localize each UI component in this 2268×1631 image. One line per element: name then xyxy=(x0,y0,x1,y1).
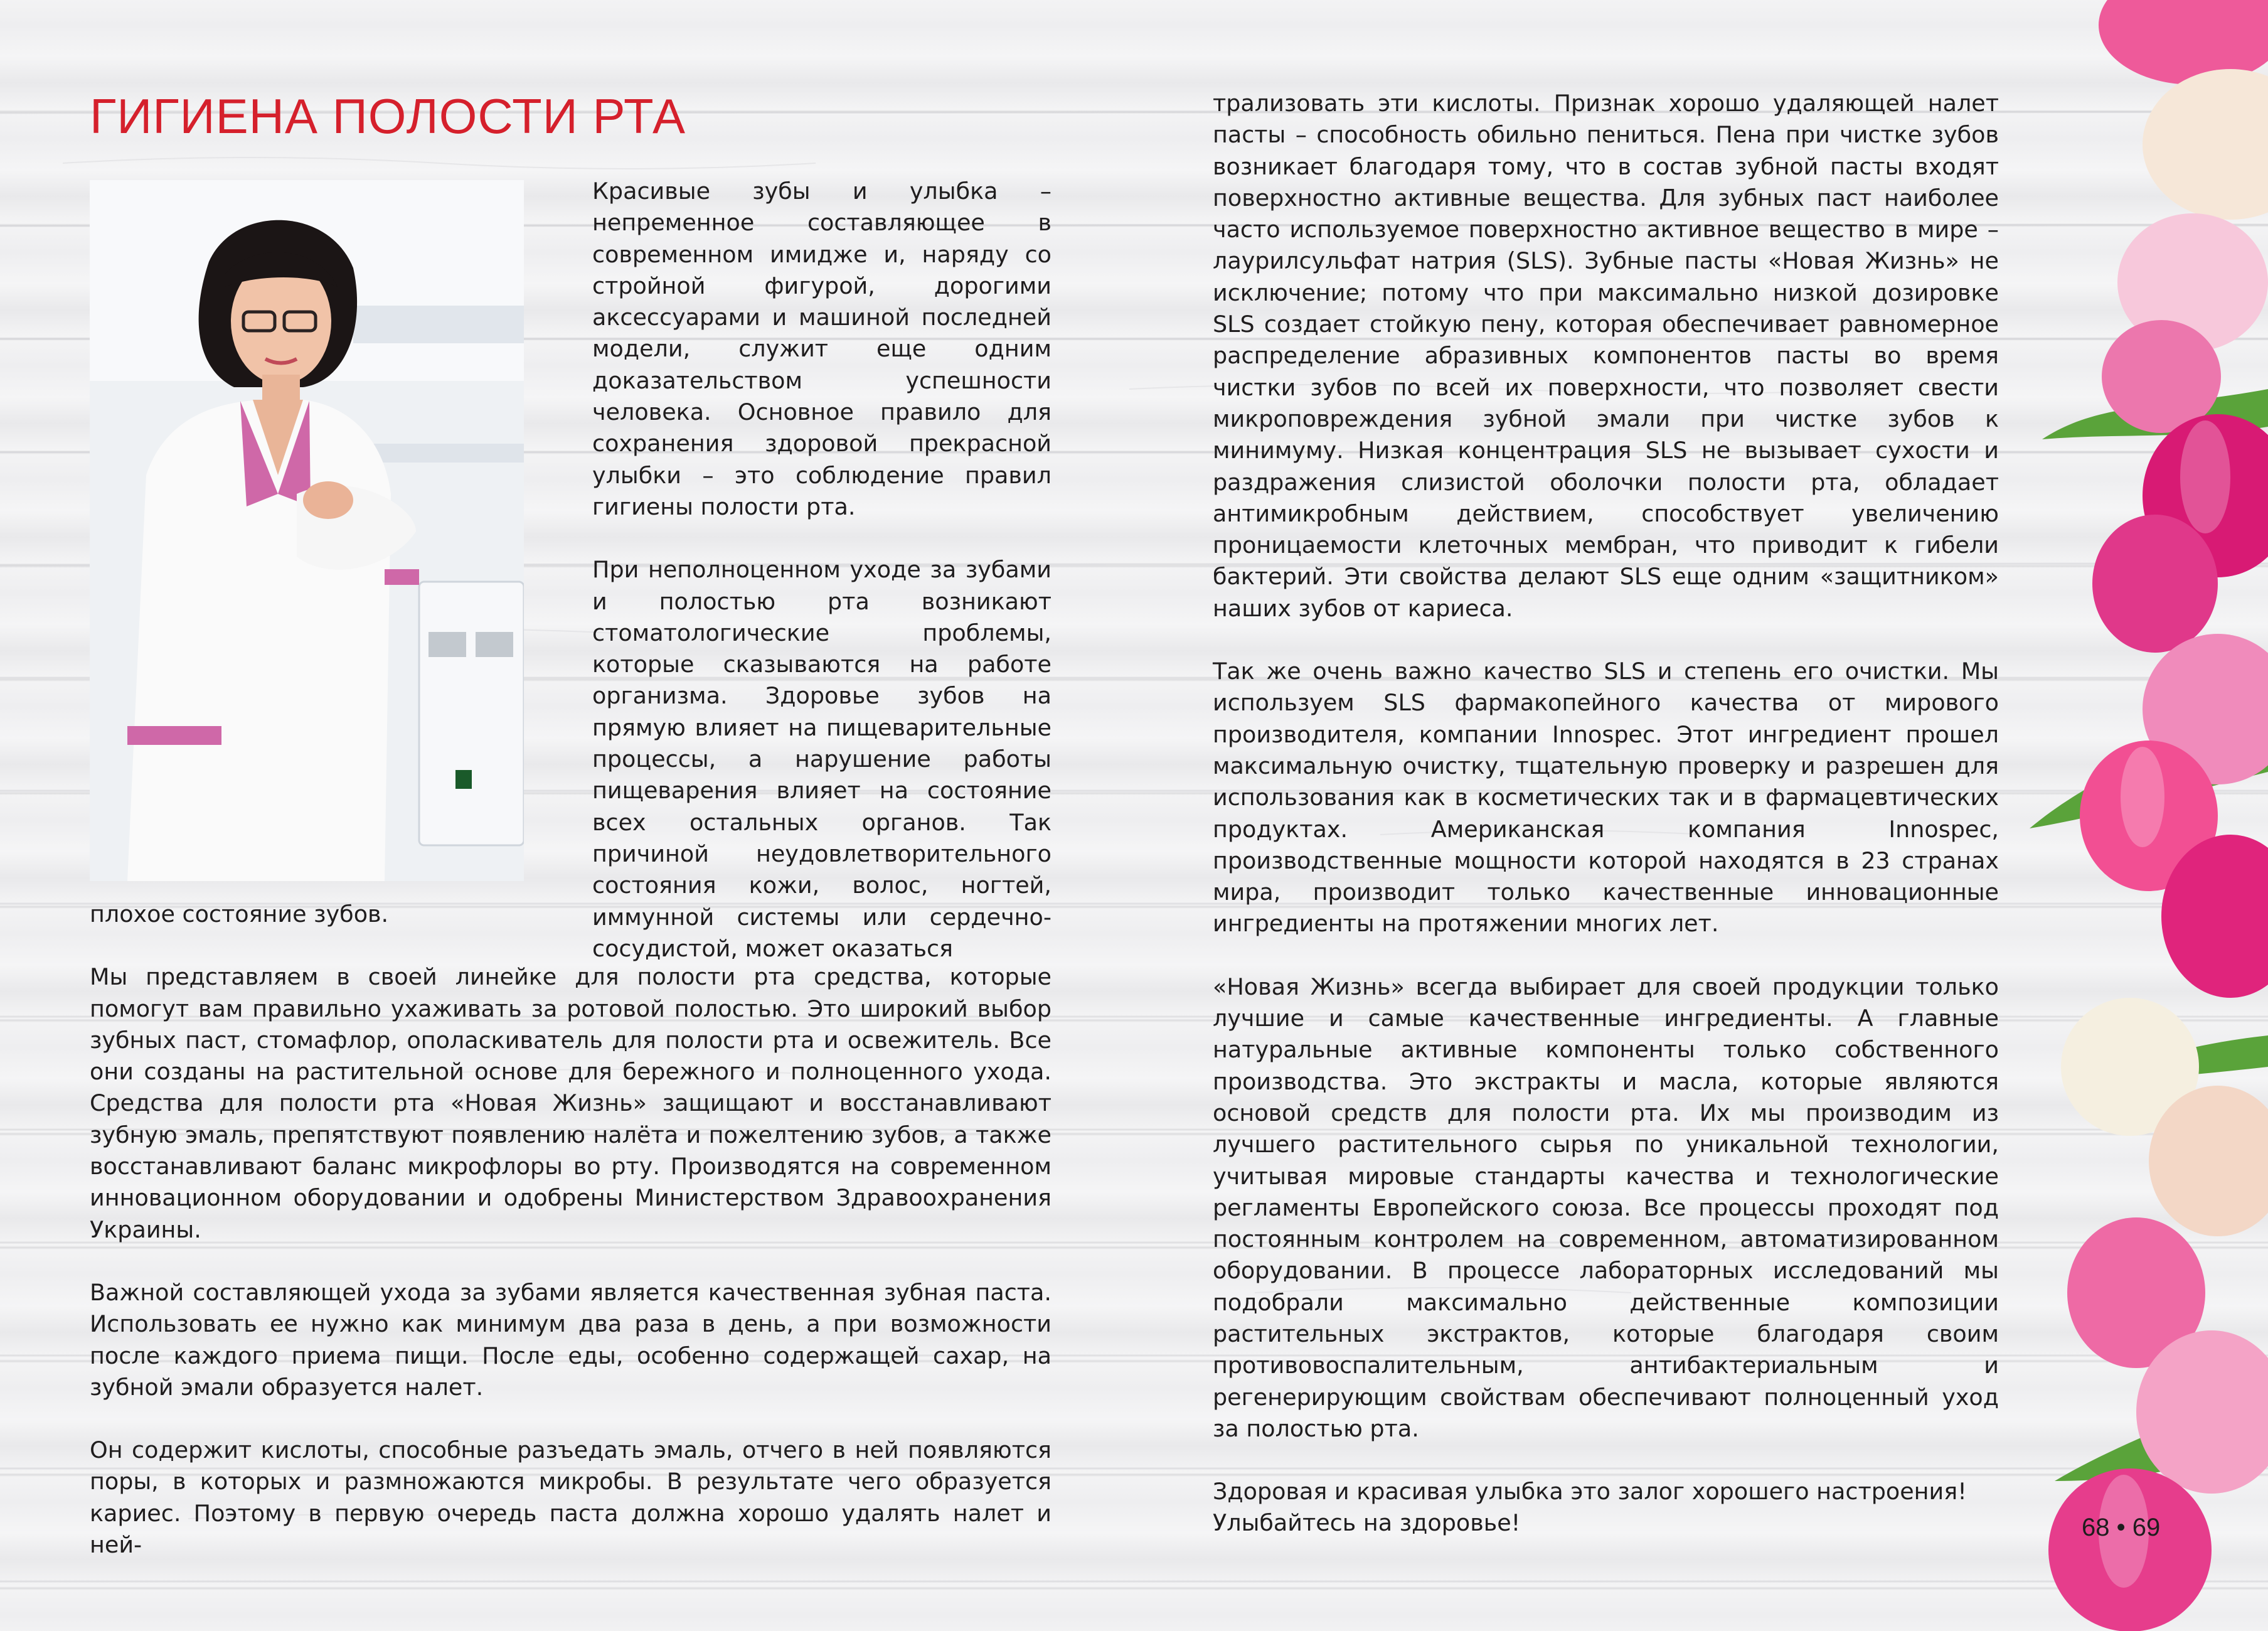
paragraph: «Новая Жизнь» всегда выбирает для своей продукции только лучшие и самые качественные ингредиенты. А главные натуральные активные компоненты только собственного производства. Это экстракты и масла, которые являются основой средств для полости рта. Их мы производим из лучшего растительного сырья по уникальной технологии, учитывая мировые стандарты качества и технологические регламенты Европейского союза. Все процессы проходят под постоянным контролем на современном, автоматизированном оборудовании. В процессе лабораторных исследований мы подобрали максимально действенные композиции растительных экстрактов, которые благодаря своим противовоспалительным, антибактериальным и регенерирующим свойствам обеспечивают полноценный уход за полостью рта. xyxy=(1213,973,1999,1442)
paragraph: Он содержит кислоты, способные разъедать эмаль, отчего в ней появляются поры, в которых и размножаются микробы. В результате чего образуется кариес. Поэтому в первую очередь паста должна хорошо удалять налет и ней- xyxy=(90,1436,1051,1559)
paragraph: Важной составляющей ухода за зубами является качественная зубная паста. Использовать ее нужно как минимум два раза в день, а при возможности после каждого приема пищи. После еды, особенно содержащей сахар, на зубной эмали образуется налет. xyxy=(90,1278,1051,1401)
paragraph: плохое состояние зубов. xyxy=(90,901,389,928)
paragraph: трализовать эти кислоты. Признак хорошо удаляющей налет пасты – способность обильно пениться. Пена при чистке зубов возникает благодаря тому, что в состав зубной пасты входят поверхностно активные вещества. Для зубных паст наиболее часто используемое поверхностно активное вещество в мире – лаурилсульфат натрия (SLS). Зубные пасты «Новая Жизнь» не исключение; потому что при максимально низкой дозировке SLS создает стойкую пену, которая обеспечивает равномерное распределение абразивных компонентов пасты во время чистки зубов по всей их поверхности, что позволяет свести микроповреждения зубной эмали при чистке зубов к минимуму. Низкая концентрация SLS не вызывает сухости и раздражения слизистой оболочки полости рта, обладает антимикробным действием, способствует увеличению проницаемости клеточных мембран, что приводит к гибели бактерий. Эти свойства делают SLS еще одним «защитником» наших зубов от кариеса. xyxy=(1213,90,1999,622)
intro-text xyxy=(592,176,1051,965)
page-number: 68 • 69 xyxy=(2082,1514,2161,1541)
left-column-text xyxy=(90,899,1051,1561)
paragraph: Здоровая и красивая улыбка это залог хорошего настроения! Улыбайтесь на здоровье! xyxy=(1213,1478,1967,1537)
page-title: ГИГИЕНА ПОЛОСТИ РТА xyxy=(90,88,686,144)
intro-paragraph: Красивые зубы и улыбка – непременное составляющее в современном имидже и, наряду со стройной фигурой, дорогими аксессуарами и машиной последней модели, служит еще одним доказательством успешности человека. Основное правило для сохранения здоровой прекрасной улыбки – это соблюдение правил гигиены полости рта. xyxy=(592,178,1051,520)
paragraph: Мы представляем в своей линейке для полости рта средства, которые помогут вам правильно ухаживать за ротовой полостью. Это широкий выбор зубных паст, стомафлор, ополаскиватель для полости рта и освежитель. Все они созданы на растительной основе для бережного и полноценного ухода. Средства для полости рта «Новая Жизнь» защищают и восстанавливают зубную эмаль, препятствуют появлению налёта и пожелтению зубов, а также восстанавливают баланс микрофлоры во рту. Производятся на современном инновационном оборудовании и одобрены Министерством Здравоохранения Украины. xyxy=(90,963,1051,1243)
paragraph: Так же очень важно качество SLS и степень его очистки. Мы используем SLS фармакопейного качества от мирового производителя, компании Innospec. Этот ингредиент прошел максимальную очистку, тщательную проверку и разрешен для использования как в косметических так и в фармацевтических продуктах. Американская компания Innospec, производственные мощности которой находятся в 23 странах мира, производит только качественные инновационные ингредиенты на протяжении многих лет. xyxy=(1213,658,1999,938)
tulips-decoration xyxy=(2004,0,2268,1631)
right-column-text xyxy=(1213,88,1999,1539)
intro-paragraph: При неполноценном уходе за зубами и полостью рта возникают стоматологические проблемы, которые сказываются на работе организма. Здоровье зубов на прямую влияет на пищеварительные процессы, а нарушение работы пищеварения влияет на состояние всех остальных органов. Так причиной неудовлетворительного состояния кожи, волос, ногтей, иммунной системы или сердечно-сосудистой, может оказаться xyxy=(592,556,1051,962)
doctor-photo xyxy=(90,180,524,881)
